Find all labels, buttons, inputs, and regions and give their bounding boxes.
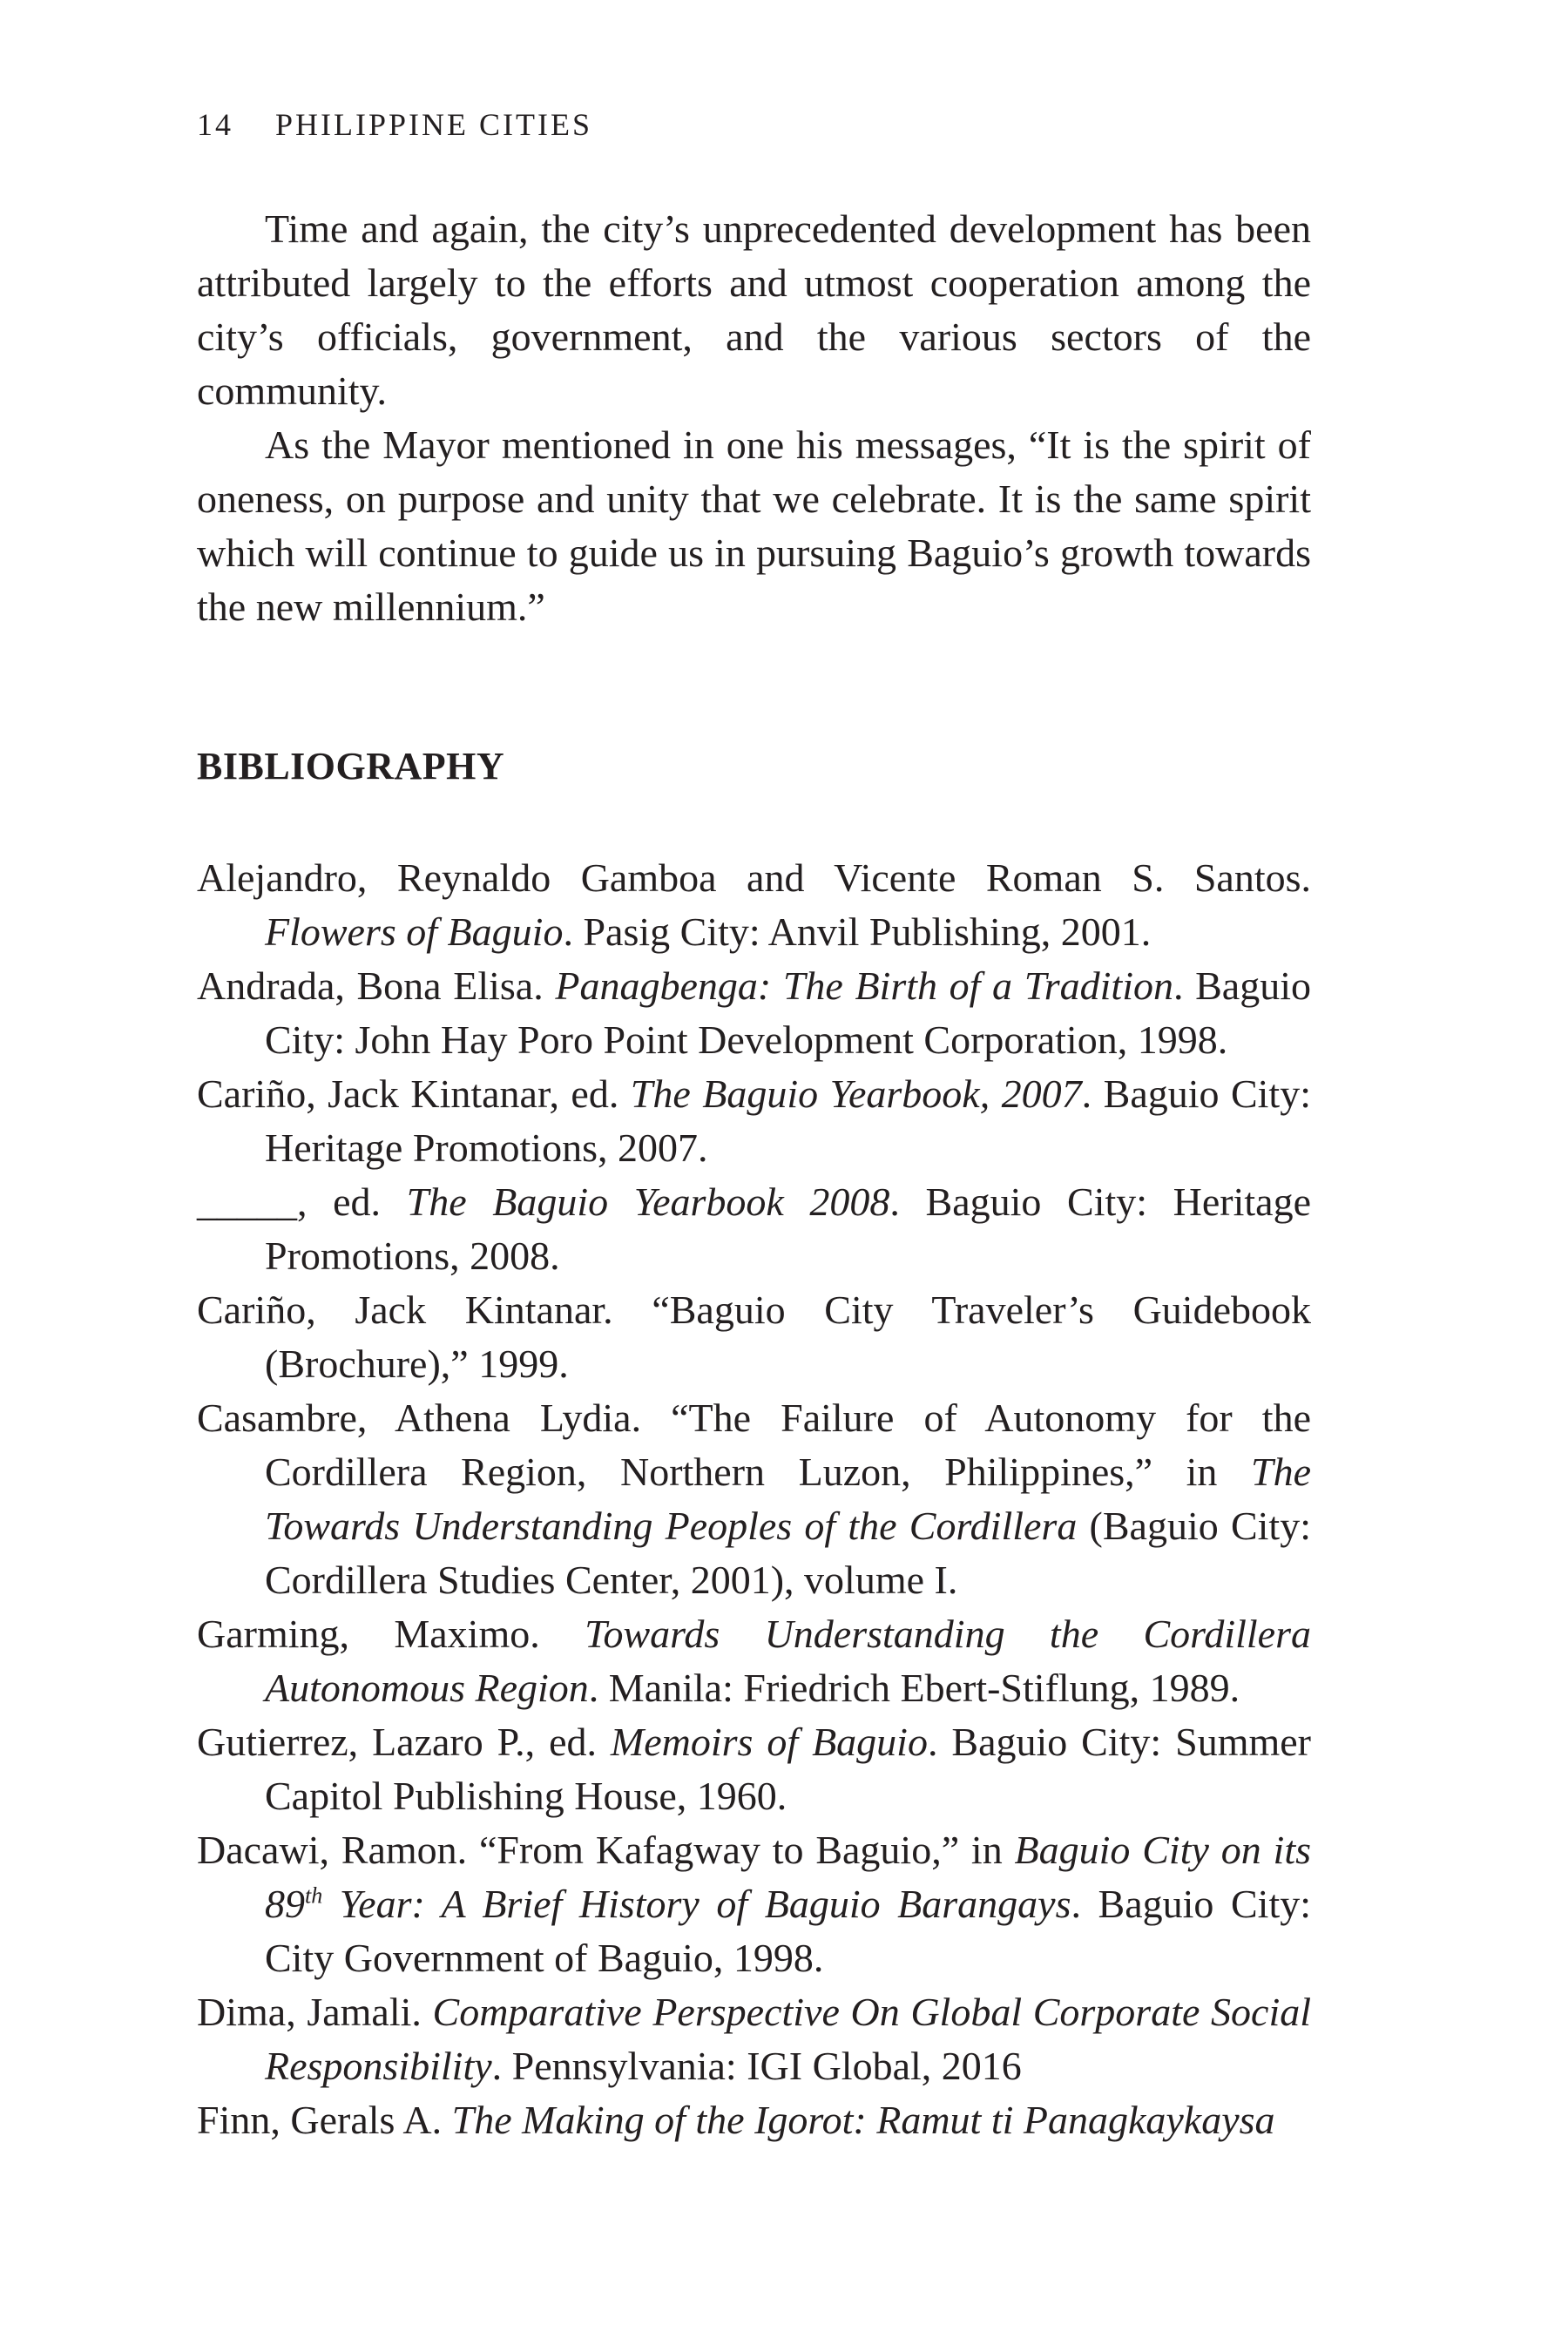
paragraph: Time and again, the city’s unprecedented development has been attributed largely to the efforts and utmost cooperation among the city’s officials, government, and the various sectors of the community.: [197, 206, 1311, 413]
running-title: PHILIPPINE CITIES: [275, 107, 592, 142]
entry-title: The Towards Understanding Peoples of the Cordillera: [265, 1450, 1311, 1548]
bibliography-list: [197, 851, 1311, 2147]
entry-publication: . Baguio City: Heritage Promotions, 2007.: [265, 1071, 1311, 1170]
entry-publication: . Baguio City: John Hay Poro Point Development Corporation, 1998.: [265, 963, 1311, 1062]
entry-author: Dacawi, Ramon. “From Kafagway to Baguio,” in: [197, 1828, 1015, 1872]
entry-author: Finn, Gerals A.: [197, 2098, 452, 2142]
bibliography-entry: [197, 2093, 1311, 2147]
bibliography-entry: [197, 959, 1311, 1067]
entry-author: Cariño, Jack Kintanar. “Baguio City Traveler’s Guidebook (Brochure),” 1999.: [197, 1288, 1311, 1386]
bibliography-entry: [197, 1823, 1311, 1985]
entry-publication: . Baguio City: Heritage Promotions, 2008.: [265, 1179, 1311, 1278]
entry-publication: . Manila: Friedrich Ebert-Stiflung, 1989.: [588, 1666, 1240, 1710]
entry-author: _____, ed.: [197, 1179, 407, 1224]
page-number: 14: [197, 107, 233, 142]
running-header: [197, 103, 592, 146]
section-heading: BIBLIOGRAPHY: [197, 745, 505, 787]
entry-title: The Making of the Igorot: Ramut ti Panagkaykaysa: [451, 2098, 1275, 2142]
bibliography-entry: [197, 851, 1311, 959]
entry-author: Garming, Maximo.: [197, 1612, 585, 1656]
entry-publication: . Baguio City: Summer Capitol Publishing House, 1960.: [265, 1720, 1312, 1818]
entry-publication: . Pasig City: Anvil Publishing, 2001.: [563, 909, 1152, 954]
ordinal-superscript: th: [305, 1882, 323, 1909]
entry-author: Gutierrez, Lazaro P., ed.: [197, 1720, 611, 1764]
entry-publication: . Baguio City: City Government of Baguio, 1998.: [265, 1882, 1312, 1980]
entry-author: Cariño, Jack Kintanar, ed.: [197, 1071, 631, 1116]
entry-author: Casambre, Athena Lydia. “The Failure of Autonomy for the Cordillera Region, Northern Luzon, Philippines,” in: [197, 1396, 1311, 1494]
entry-publication: . Pennsylvania: IGI Global, 2016: [491, 2044, 1022, 2088]
entry-title: Comparative Perspective On Global Corporate Social Responsibility: [265, 1990, 1311, 2088]
entry-title: Panagbenga: The Birth of a Tradition: [555, 963, 1173, 1008]
bibliography-entry: [197, 1715, 1311, 1823]
entry-author: Andrada, Bona Elisa.: [197, 963, 556, 1008]
bibliography-entry: [197, 1985, 1311, 2093]
entry-title: Towards Understanding the Cordillera Autonomous Region: [265, 1612, 1311, 1710]
entry-title: Flowers of Baguio: [265, 909, 564, 954]
entry-title: The Baguio Yearbook, 2007: [630, 1071, 1082, 1116]
entry-title-start: Baguio City on its 89: [265, 1828, 1311, 1926]
bibliography-entry: [197, 1067, 1311, 1175]
bibliography-entry: [197, 1391, 1311, 1607]
entry-publication: (Baguio City: Cordillera Studies Center, 2001), volume I.: [265, 1504, 1311, 1602]
paragraph: As the Mayor mentioned in one his messages, “It is the spirit of oneness, on purpose and unity that we celebrate. It is the same spirit which will continue to guide us in pursuing Baguio’s growth towards the new millennium.”: [197, 422, 1311, 629]
bibliography-entry: [197, 1283, 1311, 1391]
entry-author: Alejandro, Reynaldo Gamboa and Vicente Roman S. Santos.: [197, 855, 1311, 900]
entry-title: The Baguio Yearbook 2008: [406, 1179, 890, 1224]
bibliography-entry: [197, 1175, 1311, 1283]
entry-title: Memoirs of Baguio: [610, 1720, 928, 1764]
body-text: [197, 202, 1311, 634]
bibliography-entry: [197, 1607, 1311, 1715]
entry-title-end: Year: A Brief History of Baguio Barangays: [322, 1882, 1071, 1926]
entry-author: Dima, Jamali.: [197, 1990, 433, 2034]
